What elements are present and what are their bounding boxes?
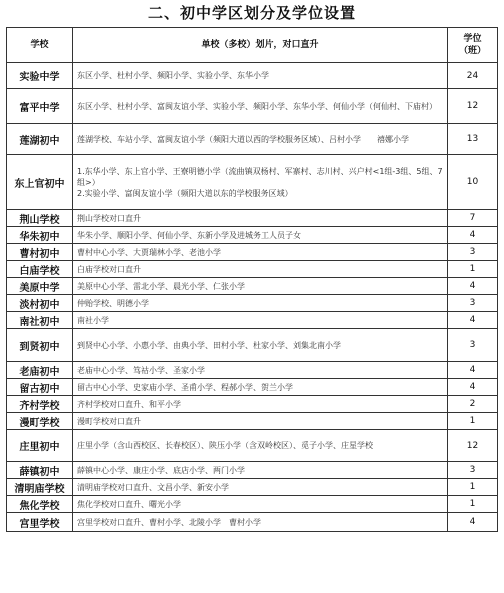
table-row [7,479,498,496]
zone-cell: 到贤中心小学、小惠小学、由典小学、田村小学、杜家小学、刘集北南小学 [73,329,448,362]
table-row [7,63,498,89]
seats-cell: 12 [448,89,498,124]
school-name-cell: 庄里初中 [7,430,73,462]
header-school: 学校 [7,28,73,63]
header-zone: 单校（多校）划片，对口直升 [73,28,448,63]
school-name-cell: 南社初中 [7,312,73,329]
seats-cell: 4 [448,312,498,329]
zone-cell: 焦化学校对口直升、曙光小学 [73,496,448,513]
zone-cell: 东区小学、杜村小学、富闽友谊小学、实验小学、频阳小学、东华小学、何仙小学（何仙村、下庙村） [73,89,448,124]
zone-cell: 薛镇中心小学、康庄小学、底店小学、两门小学 [73,462,448,479]
school-name-cell: 漫町学校 [7,413,73,430]
school-name-cell: 美原中学 [7,278,73,295]
school-name-cell: 宫里学校 [7,513,73,532]
zone-cell: 莲湖学校、车站小学、富闽友谊小学（频阳大道以西的学校服务区域）、吕村小学 禧娜小学 [73,124,448,155]
zone-cell: 东区小学、杜村小学、频阳小学、实验小学、东华小学 [73,63,448,89]
table-header-row [7,28,498,63]
seats-cell: 13 [448,124,498,155]
zone-cell: 留古中心小学、史家庙小学、圣甫小学、程郝小学、贺兰小学 [73,379,448,396]
table-row [7,244,498,261]
table-row [7,124,498,155]
table-row [7,89,498,124]
seats-cell: 1 [448,413,498,430]
section-title: 二、初中学区划分及学位设置 [147,4,356,22]
table-row [7,295,498,312]
school-name-cell: 清明庙学校 [7,479,73,496]
seats-cell: 24 [448,63,498,89]
table-row [7,496,498,513]
zone-cell: 美原中心小学、雷北小学、晨光小学、仁张小学 [73,278,448,295]
table-row [7,362,498,379]
table-row [7,278,498,295]
school-name-cell: 白庙学校 [7,261,73,278]
table-row [7,513,498,532]
school-name-cell: 荆山学校 [7,210,73,227]
header-seats [448,28,498,63]
table-row [7,430,498,462]
school-name-cell: 东上官初中 [7,155,73,210]
seats-cell: 10 [448,155,498,210]
school-district-table [6,27,498,532]
table-row [7,413,498,430]
seats-cell: 3 [448,329,498,362]
seats-cell: 3 [448,462,498,479]
school-name-cell: 到贤初中 [7,329,73,362]
school-name-cell: 焦化学校 [7,496,73,513]
seats-cell: 1 [448,261,498,278]
table-row [7,261,498,278]
seats-cell: 3 [448,295,498,312]
school-name-cell: 齐村学校 [7,396,73,413]
school-name-cell: 留古初中 [7,379,73,396]
seats-cell: 1 [448,479,498,496]
school-name-cell: 实验中学 [7,63,73,89]
school-name-cell: 曹村初中 [7,244,73,261]
zone-cell: 老庙中心小学、笃祜小学、圣家小学 [73,362,448,379]
zone-cell: 齐村学校对口直升、和平小学 [73,396,448,413]
school-name-cell: 华朱初中 [7,227,73,244]
zone-cell: 仲贻学校、明德小学 [73,295,448,312]
seats-cell: 4 [448,278,498,295]
table-body [7,63,498,532]
seats-cell: 4 [448,362,498,379]
table-row [7,329,498,362]
seats-cell: 4 [448,379,498,396]
zone-cell: 宫里学校对口直升、曹村小学、北陵小学 曹村小学 [73,513,448,532]
zone-cell: 曹村中心小学、大贾瑞林小学、老池小学 [73,244,448,261]
table-row [7,312,498,329]
table-row [7,155,498,210]
zone-cell: 白庙学校对口直升 [73,261,448,278]
zone-cell: 华朱小学、顺阳小学、何仙小学、东新小学及进城务工人员子女 [73,227,448,244]
zone-cell: 荆山学校对口直升 [73,210,448,227]
table-row [7,462,498,479]
table-row [7,227,498,244]
seats-cell: 2 [448,396,498,413]
seats-cell: 12 [448,430,498,462]
header-seats-line1: 学位 [463,34,482,44]
school-name-cell: 淡村初中 [7,295,73,312]
seats-cell: 4 [448,227,498,244]
table-row [7,396,498,413]
zone-cell: 庄里小学（含山西校区、长春校区）、陕压小学（含双岭校区）、觅子小学、庄星学校 [73,430,448,462]
seats-cell: 4 [448,513,498,532]
table-row [7,210,498,227]
school-name-cell: 老庙初中 [7,362,73,379]
header-seats-line2: （班） [458,46,486,56]
seats-cell: 1 [448,496,498,513]
zone-cell: 南社小学 [73,312,448,329]
school-name-cell: 莲湖初中 [7,124,73,155]
zone-cell: 漫町学校对口直升 [73,413,448,430]
seats-cell: 3 [448,244,498,261]
zone-cell: 清明庙学校对口直升、文昌小学、新安小学 [73,479,448,496]
seats-cell: 7 [448,210,498,227]
school-name-cell: 薛镇初中 [7,462,73,479]
table-row [7,379,498,396]
zone-cell: 1.东华小学、东上官小学、王寮明德小学（流曲镇双杨村、军寨村、志川村、兴户村<1组-3组、5组、7组>） 2.实验小学、富闽友谊小学（频阳大道以东的学校服务区域） [73,155,448,210]
school-name-cell: 富平中学 [7,89,73,124]
